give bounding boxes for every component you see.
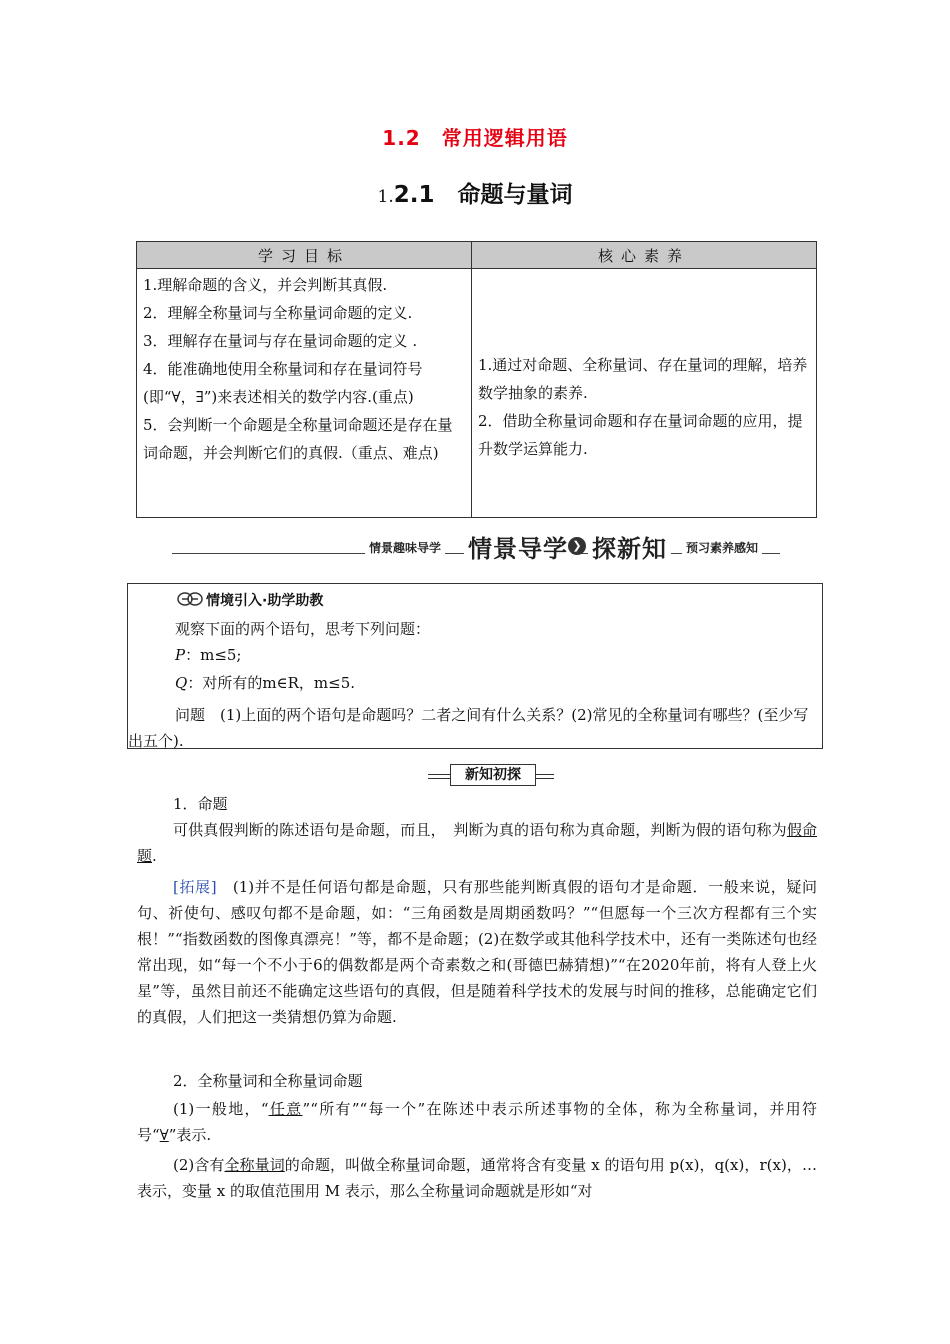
goals-table [136, 241, 817, 518]
new-knowledge-title: 新知初探 [450, 764, 536, 786]
goals-header-left: 学习目标 [137, 242, 472, 269]
s2p1-c: ”表示. [168, 1126, 212, 1144]
literacy-item: 1.通过对命题、全称量词、存在量词的理解，培养数学抽象的素养. [478, 356, 808, 402]
s2p1-underlined: 任意 [268, 1100, 303, 1118]
goals-header-right: 核心素养 [472, 242, 817, 269]
chevron-right-icon: ❯ [568, 537, 586, 555]
banner-left-caption: 情景趣味导学 [365, 539, 445, 556]
s2p2-a: (2)含有 [173, 1156, 225, 1174]
s2-paragraph-1 [137, 1096, 817, 1148]
subsection-title-main: 2.1 命题与量词 [393, 182, 573, 208]
intro-line: 观察下面的两个语句，思考下列问题： [175, 620, 431, 638]
q-text: ：对所有的m∈R，m≤5. [187, 674, 356, 692]
goal-item: 3．理解存在量词与存在量词命题的定义 . [143, 332, 418, 350]
s1-underlined: 假命题 [137, 821, 817, 865]
handshake-icon [176, 590, 204, 608]
intro-box-header: 情境引入·助学助教 [206, 593, 324, 609]
s2-paragraph-2 [137, 1152, 817, 1204]
s2p2-b: 的命题，叫做全称量词命题，通常将含有变量 x 的语句用 p(x)，q(x)，r(x)，…表示，变量 x 的取值范围用 M 表示，那么全称量词命题就是形如“对 [137, 1156, 817, 1200]
proposition-q [175, 673, 355, 693]
extension-tag: [拓展] [173, 878, 217, 896]
section-title: 1.2 常用逻辑用语 [382, 126, 568, 150]
p-text: ：m≤5; [185, 646, 242, 664]
goal-item: 2．理解全称量词与全称量词命题的定义. [143, 304, 413, 322]
banner-right-caption: 预习素养感知 [682, 539, 762, 556]
scenario-intro-box [127, 583, 823, 749]
extension-text: (1)并不是任何语句都是命题，只有那些能判断真假的语句才是命题．一般来说，疑问句、祈使句、感叹句都不是命题，如：“三角函数是周期函数吗？”“但愿每一个三次方程都有三个实根！”“指数函数的图像真漂亮！”等，都不是命题；(2)在数学或其他科学技术中，还有一类陈述句也经常出现，如“每一个不小于6的偶数都是两个奇素数之和(哥德巴赫猜想)”“在2020年前，将有人登上火星”等，虽然目前还不能确定这些语句的真假，但是随着科学技术的发展与时间的推移，总能确定它们的真假，人们把这一类猜想仍算为命题. [137, 878, 817, 1026]
banner-title-left: 情景导学 [464, 529, 572, 564]
learning-goals-cell [137, 269, 472, 518]
s2p1-a: (1)一般地，“ [173, 1100, 269, 1118]
intro-question: 问题 (1)上面的两个语句是命题吗？二者之间有什么关系？(2)常见的全称量词有哪些？(至少写出五个). [128, 706, 809, 750]
goal-item: 1.理解命题的含义，并会判断其真假. [143, 276, 388, 294]
s1-title: 1．命题 [173, 795, 228, 813]
literacy-item: 2．借助全称量词命题和存在量词命题的应用，提升数学运算能力. [478, 412, 803, 458]
goal-item: 5．会判断一个命题是全称量词命题还是存在量词命题，并会判断它们的真假.（重点、难点) [143, 416, 453, 462]
s1-definition [137, 817, 817, 869]
new-knowledge-header [428, 765, 554, 785]
s2-title: 2．全称量词和全称量词命题 [173, 1072, 363, 1090]
subsection-title [0, 176, 950, 209]
q-label: Q [175, 674, 188, 692]
s1-end: . [152, 847, 157, 865]
p-label: P [175, 646, 186, 664]
core-literacy-cell [472, 269, 817, 518]
proposition-p [175, 645, 241, 665]
s2p1-b: ”“所有”“每一个”在陈述中表示所述事物的全体，称为全称量词，并用符号“ [137, 1100, 817, 1144]
section-banner [172, 533, 780, 563]
s2p2-underlined: 全称量词 [224, 1156, 285, 1174]
s1-text: 可供真假判断的陈述语句是命题，而且， 判断为真的语句称为真命题，判断为假的语句称为 [173, 821, 787, 839]
extension-paragraph [137, 874, 817, 1030]
goal-item: 4．能准确地使用全称量词和存在量词符号(即“∀，∃”)来表述相关的数学内容.(重点) [143, 360, 423, 406]
forall-symbol: ∀ [159, 1126, 169, 1144]
subsection-title-prefix: 1. [377, 187, 394, 207]
banner-title-right: 探新知 [588, 529, 671, 564]
